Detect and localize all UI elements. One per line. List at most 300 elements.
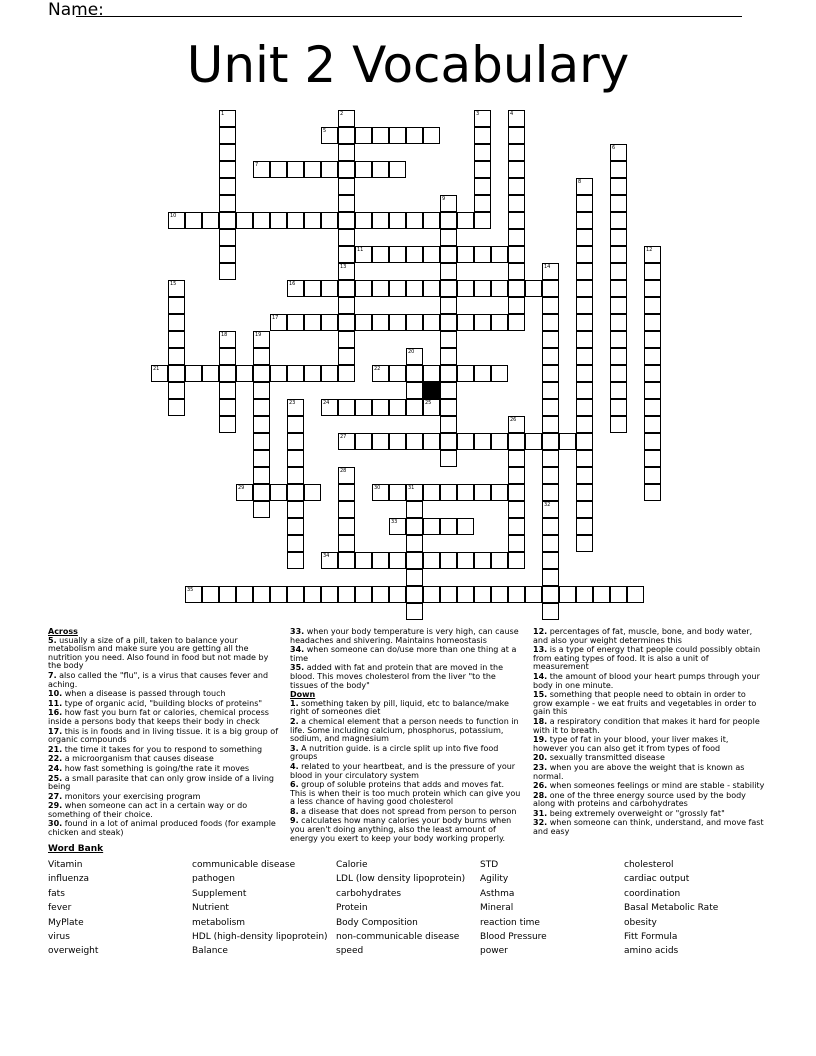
crossword-cell[interactable] [440, 382, 457, 399]
crossword-cell[interactable] [185, 365, 202, 382]
crossword-cell[interactable] [457, 433, 474, 450]
crossword-cell[interactable] [576, 501, 593, 518]
crossword-cell[interactable] [406, 518, 423, 535]
crossword-cell[interactable] [440, 399, 457, 416]
crossword-cell[interactable] [338, 263, 355, 280]
crossword-cell[interactable] [508, 433, 525, 450]
crossword-cell[interactable] [457, 552, 474, 569]
crossword-cell[interactable] [440, 297, 457, 314]
crossword-cell[interactable] [440, 586, 457, 603]
crossword-cell[interactable] [219, 331, 236, 348]
crossword-cell[interactable] [474, 484, 491, 501]
crossword-cell[interactable] [610, 314, 627, 331]
crossword-cell[interactable] [338, 484, 355, 501]
crossword-cell[interactable] [440, 450, 457, 467]
crossword-cell[interactable] [355, 246, 372, 263]
crossword-cell[interactable] [440, 314, 457, 331]
crossword-cell[interactable] [372, 399, 389, 416]
crossword-cell[interactable] [219, 263, 236, 280]
crossword-cell[interactable] [236, 212, 253, 229]
crossword-cell[interactable] [576, 314, 593, 331]
crossword-cell[interactable] [474, 314, 491, 331]
crossword-cell[interactable] [321, 161, 338, 178]
crossword-cell[interactable] [542, 586, 559, 603]
crossword-cell[interactable] [474, 365, 491, 382]
crossword-cell[interactable] [576, 518, 593, 535]
crossword-cell[interactable] [389, 484, 406, 501]
crossword-cell[interactable] [423, 399, 440, 416]
crossword-cell[interactable] [338, 144, 355, 161]
crossword-cell[interactable] [219, 212, 236, 229]
crossword-cell[interactable] [219, 144, 236, 161]
crossword-cell[interactable] [440, 280, 457, 297]
crossword-cell[interactable] [253, 348, 270, 365]
crossword-cell[interactable] [576, 382, 593, 399]
crossword-cell[interactable] [406, 365, 423, 382]
crossword-cell[interactable] [406, 501, 423, 518]
crossword-cell[interactable] [270, 484, 287, 501]
crossword-cell[interactable] [644, 382, 661, 399]
crossword-cell[interactable] [508, 586, 525, 603]
crossword-cell[interactable] [508, 416, 525, 433]
crossword-cell[interactable] [219, 195, 236, 212]
crossword-cell[interactable] [338, 501, 355, 518]
crossword-cell[interactable] [542, 552, 559, 569]
crossword-cell[interactable] [406, 127, 423, 144]
crossword-cell[interactable] [406, 246, 423, 263]
crossword-cell[interactable] [474, 127, 491, 144]
crossword-cell[interactable] [338, 433, 355, 450]
crossword-cell[interactable] [474, 161, 491, 178]
crossword-cell[interactable] [338, 127, 355, 144]
crossword-cell[interactable] [610, 365, 627, 382]
crossword-cell[interactable] [576, 178, 593, 195]
crossword-cell[interactable] [610, 382, 627, 399]
crossword-cell[interactable] [287, 280, 304, 297]
crossword-cell[interactable] [338, 518, 355, 535]
crossword-cell[interactable] [304, 365, 321, 382]
crossword-cell[interactable] [406, 433, 423, 450]
crossword-cell[interactable] [644, 297, 661, 314]
crossword-cell[interactable] [406, 382, 423, 399]
crossword-cell[interactable] [372, 586, 389, 603]
crossword-cell[interactable] [270, 365, 287, 382]
crossword-cell[interactable] [576, 467, 593, 484]
crossword-cell[interactable] [321, 586, 338, 603]
crossword-cell[interactable] [253, 484, 270, 501]
crossword-cell[interactable] [338, 229, 355, 246]
crossword-cell[interactable] [287, 535, 304, 552]
crossword-cell[interactable] [525, 586, 542, 603]
crossword-cell[interactable] [389, 365, 406, 382]
crossword-cell[interactable] [355, 552, 372, 569]
crossword-cell[interactable] [440, 331, 457, 348]
crossword-cell[interactable] [542, 382, 559, 399]
crossword-cell[interactable] [406, 280, 423, 297]
crossword-cell[interactable] [457, 212, 474, 229]
crossword-cell[interactable] [287, 433, 304, 450]
crossword-cell[interactable] [508, 484, 525, 501]
crossword-cell[interactable] [610, 229, 627, 246]
crossword-cell[interactable] [491, 246, 508, 263]
crossword-cell[interactable] [168, 280, 185, 297]
crossword-cell[interactable] [542, 416, 559, 433]
crossword-cell[interactable] [270, 314, 287, 331]
crossword-cell[interactable] [338, 297, 355, 314]
crossword-cell[interactable] [355, 280, 372, 297]
crossword-cell[interactable] [644, 331, 661, 348]
crossword-cell[interactable] [644, 263, 661, 280]
crossword-cell[interactable] [644, 280, 661, 297]
crossword-cell[interactable] [253, 399, 270, 416]
crossword-cell[interactable] [168, 348, 185, 365]
crossword-cell[interactable] [321, 280, 338, 297]
crossword-cell[interactable] [355, 433, 372, 450]
crossword-cell[interactable] [338, 535, 355, 552]
crossword-cell[interactable] [644, 450, 661, 467]
crossword-cell[interactable] [389, 586, 406, 603]
crossword-cell[interactable] [610, 178, 627, 195]
crossword-cell[interactable] [610, 399, 627, 416]
crossword-cell[interactable] [372, 161, 389, 178]
crossword-cell[interactable] [287, 365, 304, 382]
crossword-cell[interactable] [202, 586, 219, 603]
crossword-cell[interactable] [219, 127, 236, 144]
crossword-cell[interactable] [542, 433, 559, 450]
crossword-cell[interactable] [491, 433, 508, 450]
crossword-cell[interactable] [304, 161, 321, 178]
crossword-cell[interactable] [508, 246, 525, 263]
crossword-cell[interactable] [202, 365, 219, 382]
crossword-cell[interactable] [389, 246, 406, 263]
crossword-cell[interactable] [423, 280, 440, 297]
crossword-cell[interactable] [406, 212, 423, 229]
crossword-cell[interactable] [168, 314, 185, 331]
crossword-cell[interactable] [423, 212, 440, 229]
crossword-cell[interactable] [406, 399, 423, 416]
crossword-cell[interactable] [508, 450, 525, 467]
crossword-cell[interactable] [219, 161, 236, 178]
crossword-cell[interactable] [440, 365, 457, 382]
crossword-cell[interactable] [542, 365, 559, 382]
crossword-cell[interactable] [542, 280, 559, 297]
crossword-cell[interactable] [542, 314, 559, 331]
crossword-cell[interactable] [406, 535, 423, 552]
crossword-cell[interactable] [321, 552, 338, 569]
crossword-cell[interactable] [253, 161, 270, 178]
crossword-cell[interactable] [576, 399, 593, 416]
crossword-cell[interactable] [406, 569, 423, 586]
crossword-cell[interactable] [610, 586, 627, 603]
crossword-cell[interactable] [287, 314, 304, 331]
crossword-cell[interactable] [406, 314, 423, 331]
crossword-cell[interactable] [542, 569, 559, 586]
crossword-cell[interactable] [406, 348, 423, 365]
crossword-cell[interactable] [423, 586, 440, 603]
crossword-cell[interactable] [508, 212, 525, 229]
crossword-cell[interactable] [219, 399, 236, 416]
crossword-cell[interactable] [372, 433, 389, 450]
crossword-cell[interactable] [644, 246, 661, 263]
crossword-cell[interactable] [457, 246, 474, 263]
crossword-cell[interactable] [491, 280, 508, 297]
crossword-cell[interactable] [610, 212, 627, 229]
crossword-cell[interactable] [508, 501, 525, 518]
crossword-cell[interactable] [542, 331, 559, 348]
crossword-cell[interactable] [576, 586, 593, 603]
crossword-cell[interactable] [440, 348, 457, 365]
crossword-cell[interactable] [219, 110, 236, 127]
crossword-cell[interactable] [287, 467, 304, 484]
crossword-cell[interactable] [355, 161, 372, 178]
crossword-cell[interactable] [474, 195, 491, 212]
crossword-cell[interactable] [236, 484, 253, 501]
crossword-cell[interactable] [542, 348, 559, 365]
crossword-cell[interactable] [593, 586, 610, 603]
crossword-cell[interactable] [610, 195, 627, 212]
crossword-cell[interactable] [253, 212, 270, 229]
crossword-cell[interactable] [253, 365, 270, 382]
crossword-cell[interactable] [321, 399, 338, 416]
crossword-cell[interactable] [321, 127, 338, 144]
crossword-cell[interactable] [474, 144, 491, 161]
crossword-cell[interactable] [644, 467, 661, 484]
crossword-cell[interactable] [321, 314, 338, 331]
crossword-cell[interactable] [270, 212, 287, 229]
crossword-cell[interactable] [253, 501, 270, 518]
crossword-cell[interactable] [559, 586, 576, 603]
crossword-cell[interactable] [610, 144, 627, 161]
crossword-cell[interactable] [389, 212, 406, 229]
crossword-cell[interactable] [253, 586, 270, 603]
crossword-cell[interactable] [457, 280, 474, 297]
crossword-cell[interactable] [491, 484, 508, 501]
crossword-cell[interactable] [338, 110, 355, 127]
crossword-cell[interactable] [168, 212, 185, 229]
crossword-cell[interactable] [253, 382, 270, 399]
crossword-cell[interactable] [304, 586, 321, 603]
crossword-cell[interactable] [576, 416, 593, 433]
crossword-cell[interactable] [576, 246, 593, 263]
crossword-cell[interactable] [576, 535, 593, 552]
crossword-cell[interactable] [576, 212, 593, 229]
crossword-cell[interactable] [168, 399, 185, 416]
crossword-cell[interactable] [508, 144, 525, 161]
crossword-cell[interactable] [168, 331, 185, 348]
crossword-cell[interactable] [610, 297, 627, 314]
crossword-cell[interactable] [287, 552, 304, 569]
crossword-cell[interactable] [253, 450, 270, 467]
crossword-cell[interactable] [610, 263, 627, 280]
crossword-cell[interactable] [219, 348, 236, 365]
crossword-cell[interactable] [457, 484, 474, 501]
crossword-cell[interactable] [576, 297, 593, 314]
crossword-cell[interactable] [508, 518, 525, 535]
crossword-cell[interactable] [610, 331, 627, 348]
crossword-cell[interactable] [355, 127, 372, 144]
crossword-cell[interactable] [219, 416, 236, 433]
crossword-cell[interactable] [440, 229, 457, 246]
crossword-cell[interactable] [372, 484, 389, 501]
crossword-cell[interactable] [338, 552, 355, 569]
crossword-cell[interactable] [423, 382, 440, 399]
crossword-cell[interactable] [355, 314, 372, 331]
crossword-cell[interactable] [508, 467, 525, 484]
crossword-cell[interactable] [576, 484, 593, 501]
crossword-cell[interactable] [508, 229, 525, 246]
crossword-cell[interactable] [440, 212, 457, 229]
crossword-cell[interactable] [168, 365, 185, 382]
crossword-cell[interactable] [440, 416, 457, 433]
crossword-cell[interactable] [508, 280, 525, 297]
crossword-cell[interactable] [287, 484, 304, 501]
crossword-cell[interactable] [338, 314, 355, 331]
crossword-cell[interactable] [423, 433, 440, 450]
crossword-cell[interactable] [287, 501, 304, 518]
crossword-cell[interactable] [644, 348, 661, 365]
crossword-cell[interactable] [338, 246, 355, 263]
crossword-cell[interactable] [338, 178, 355, 195]
crossword-cell[interactable] [423, 484, 440, 501]
crossword-cell[interactable] [576, 450, 593, 467]
crossword-cell[interactable] [423, 552, 440, 569]
crossword-cell[interactable] [474, 212, 491, 229]
crossword-cell[interactable] [440, 552, 457, 569]
crossword-cell[interactable] [508, 127, 525, 144]
crossword-cell[interactable] [644, 365, 661, 382]
crossword-cell[interactable] [287, 212, 304, 229]
crossword-cell[interactable] [440, 263, 457, 280]
crossword-cell[interactable] [202, 212, 219, 229]
crossword-cell[interactable] [304, 212, 321, 229]
crossword-cell[interactable] [542, 399, 559, 416]
crossword-cell[interactable] [270, 586, 287, 603]
crossword-cell[interactable] [338, 195, 355, 212]
crossword-cell[interactable] [576, 331, 593, 348]
crossword-cell[interactable] [610, 280, 627, 297]
crossword-cell[interactable] [542, 484, 559, 501]
crossword-cell[interactable] [491, 365, 508, 382]
crossword-cell[interactable] [372, 365, 389, 382]
crossword-cell[interactable] [474, 552, 491, 569]
crossword-cell[interactable] [355, 212, 372, 229]
crossword-cell[interactable] [219, 382, 236, 399]
crossword-cell[interactable] [389, 518, 406, 535]
crossword-cell[interactable] [406, 603, 423, 620]
crossword-cell[interactable] [287, 450, 304, 467]
crossword-cell[interactable] [304, 280, 321, 297]
crossword-cell[interactable] [372, 246, 389, 263]
crossword-cell[interactable] [644, 433, 661, 450]
crossword-cell[interactable] [389, 399, 406, 416]
crossword-cell[interactable] [389, 280, 406, 297]
crossword-cell[interactable] [219, 246, 236, 263]
crossword-cell[interactable] [474, 280, 491, 297]
crossword-cell[interactable] [457, 518, 474, 535]
crossword-cell[interactable] [389, 433, 406, 450]
crossword-cell[interactable] [457, 365, 474, 382]
crossword-cell[interactable] [542, 263, 559, 280]
crossword-cell[interactable] [423, 246, 440, 263]
crossword-cell[interactable] [440, 195, 457, 212]
crossword-cell[interactable] [389, 127, 406, 144]
crossword-cell[interactable] [525, 433, 542, 450]
crossword-cell[interactable] [423, 518, 440, 535]
crossword-cell[interactable] [576, 280, 593, 297]
crossword-cell[interactable] [440, 246, 457, 263]
crossword-cell[interactable] [338, 365, 355, 382]
crossword-cell[interactable] [508, 263, 525, 280]
crossword-cell[interactable] [440, 433, 457, 450]
crossword-cell[interactable] [474, 178, 491, 195]
crossword-cell[interactable] [287, 518, 304, 535]
crossword-cell[interactable] [253, 331, 270, 348]
crossword-cell[interactable] [287, 586, 304, 603]
crossword-cell[interactable] [219, 178, 236, 195]
crossword-cell[interactable] [542, 603, 559, 620]
crossword-cell[interactable] [372, 127, 389, 144]
crossword-cell[interactable] [338, 212, 355, 229]
crossword-cell[interactable] [491, 586, 508, 603]
crossword-cell[interactable] [508, 110, 525, 127]
crossword-cell[interactable] [168, 382, 185, 399]
crossword-cell[interactable] [576, 229, 593, 246]
crossword-cell[interactable] [644, 484, 661, 501]
crossword-cell[interactable] [542, 297, 559, 314]
crossword-cell[interactable] [423, 127, 440, 144]
crossword-cell[interactable] [491, 314, 508, 331]
crossword-cell[interactable] [406, 552, 423, 569]
crossword-cell[interactable] [338, 348, 355, 365]
crossword-cell[interactable] [576, 348, 593, 365]
crossword-cell[interactable] [627, 586, 644, 603]
crossword-cell[interactable] [338, 586, 355, 603]
crossword-cell[interactable] [508, 161, 525, 178]
crossword-cell[interactable] [457, 586, 474, 603]
crossword-cell[interactable] [474, 586, 491, 603]
crossword-cell[interactable] [253, 416, 270, 433]
crossword-cell[interactable] [338, 280, 355, 297]
crossword-cell[interactable] [508, 178, 525, 195]
crossword-cell[interactable] [508, 535, 525, 552]
crossword-cell[interactable] [474, 110, 491, 127]
crossword-cell[interactable] [559, 433, 576, 450]
crossword-cell[interactable] [576, 433, 593, 450]
crossword-cell[interactable] [321, 212, 338, 229]
crossword-cell[interactable] [253, 467, 270, 484]
crossword-cell[interactable] [219, 365, 236, 382]
crossword-cell[interactable] [287, 161, 304, 178]
crossword-cell[interactable] [389, 552, 406, 569]
crossword-cell[interactable] [508, 314, 525, 331]
crossword-cell[interactable] [542, 501, 559, 518]
crossword-cell[interactable] [219, 229, 236, 246]
crossword-cell[interactable] [542, 518, 559, 535]
crossword-cell[interactable] [576, 263, 593, 280]
crossword-cell[interactable] [542, 467, 559, 484]
crossword-cell[interactable] [491, 552, 508, 569]
crossword-cell[interactable] [508, 297, 525, 314]
crossword-cell[interactable] [236, 365, 253, 382]
crossword-cell[interactable] [406, 484, 423, 501]
crossword-cell[interactable] [576, 365, 593, 382]
crossword-cell[interactable] [440, 518, 457, 535]
crossword-cell[interactable] [423, 314, 440, 331]
crossword-cell[interactable] [304, 484, 321, 501]
crossword-cell[interactable] [287, 399, 304, 416]
crossword-cell[interactable] [406, 586, 423, 603]
crossword-cell[interactable] [253, 433, 270, 450]
